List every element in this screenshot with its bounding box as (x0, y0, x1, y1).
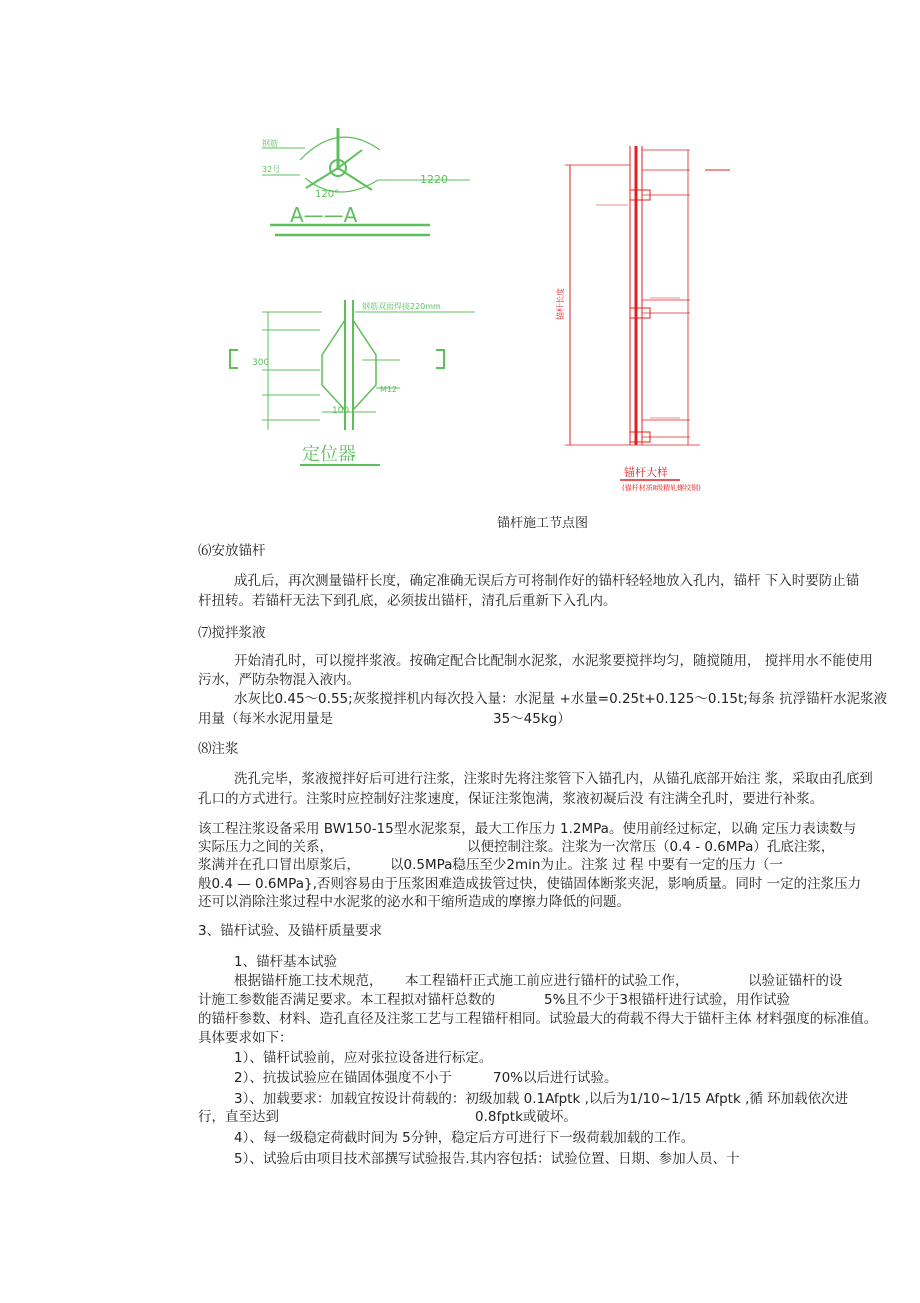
section-3-sub-1: 1、锚杆基本试验 (234, 954, 338, 970)
requirement-4: 4）、每一级稳定荷截时间为 5分钟，稳定后方可进行下一级荷载加载的工作。 (234, 1130, 695, 1146)
figure-area (0, 0, 920, 520)
bolt-label: M12 (380, 385, 398, 394)
section-3-para-1b: 本工程锚杆正式施工前应进行锚杆的试验工作， (405, 973, 689, 989)
requirement-3c: 0.8fptk或破坏。 (475, 1109, 577, 1125)
section-a-a-title: A——A (290, 203, 358, 227)
section-7-line-4b: 35～45kg） (493, 711, 571, 727)
section-3-heading: 3、锚杆试验、及锚杆质量要求 (198, 923, 383, 939)
anchor-detail-title: 锚杆大样 (624, 466, 668, 479)
anchor-detail-drawing (565, 146, 730, 480)
section-6-line-2: 杆扭转。若锚杆无法下到孔底，必须拔出锚杆，清孔后重新下入孔内。 (198, 593, 617, 609)
section-8-heading: ⑻注浆 (198, 741, 239, 757)
section-7-line-4a: 用量（每米水泥用量是 (198, 711, 333, 727)
diameter-label: 1220 (420, 173, 448, 186)
section-6-line-1: 成孔后，再次测量锚杆长度，确定准确无误后方可将制作好的锚杆轻轻地放入孔内，锚杆 下入时要防止锚 (234, 573, 860, 589)
requirement-2b: 70%以后进行试验。 (493, 1070, 618, 1086)
requirement-1: 1）、锚杆试验前，应对张拉设备进行标定。 (234, 1050, 493, 1066)
weld-note-label: 钢筋双面焊接220mm (362, 302, 441, 311)
angle-120-label: 120° (315, 189, 340, 200)
section-3-para-1c: 以验证锚杆的设 (748, 973, 843, 989)
dim-100-label: 100 (332, 406, 350, 416)
figure-caption: 锚杆施工节点图 (497, 516, 589, 531)
section-3-para-2b: 5%且不少于3根锚杆进行试验，用作试验 (544, 992, 791, 1008)
section-3-para-4: 具体要求如下： (198, 1030, 293, 1046)
section-7-line-3: 水灰比0.45～0.55;灰浆搅拌机内每次投入量：水泥量 +水量=0.25t+0.125～0.15t;每条 抗浮锚杆水泥浆液 (234, 691, 888, 707)
section-6-heading: ⑹安放锚杆 (198, 543, 266, 559)
section-8-line-1: 洗孔完毕，浆液搅拌好后可进行注浆，注浆时先将注浆管下入锚孔内，从锚孔底部开始注 浆，采取由孔底到 (234, 771, 873, 787)
equipment-line-1: 该工程注浆设备采用 BW150-15型水泥浆泵，最大工作压力 1.2MPa。使用前经过标定，以确 定压力表读数与 (198, 821, 857, 837)
positioner-drawing (230, 300, 475, 465)
rebar-label: 钢筋 (262, 139, 278, 148)
requirement-5: 5）、试验后由项目技术部撰写试验报告.其内容包括：试验位置、日期、参加人员、十 (234, 1151, 740, 1167)
equipment-line-2b: 以便控制注浆。注浆为一次常压（0.4 - 0.6MPa）孔底注浆， (467, 839, 835, 855)
equipment-line-5: 还可以消除注浆过程中水泥浆的泌水和干缩所造成的摩擦力降低的问题。 (198, 894, 630, 910)
section-3-para-1a: 根据锚杆施工技术规范， (234, 973, 383, 989)
requirement-3a: 3）、加载要求：加载宜按设计荷载的：初级加载 0.1Afptk ,以后为1/10~1/15 Afptk ,循 环加载依次进 (234, 1091, 849, 1107)
anchor-material-note: (锚杆材质Ⅱ级精轧螺纹钢) (622, 484, 701, 492)
section-7-line-2: 污水，严防杂物混入液内。 (198, 672, 360, 688)
requirement-2a: 2）、抗拔试验应在锚固体强度不小于 (234, 1070, 452, 1086)
equipment-line-3a: 浆满并在孔口冒出原浆后， (198, 857, 360, 873)
section-3-para-2a: 计施工参数能否满足要求。本工程拟对锚杆总数的 (198, 992, 495, 1008)
equipment-line-3b: 以0.5MPa稳压至少2min为止。注浆 过 程 中要有一定的压力（一 (390, 857, 783, 873)
section-3-para-3: 的锚杆参数、材料、造孔直径及注浆工艺与工程锚杆相同。试验最大的荷载不得大于锚杆主体 材料强度的标准值。 (198, 1011, 878, 1027)
rebar-size-label: 32号 (262, 165, 281, 174)
positioner-title: 定位器 (302, 444, 356, 465)
requirement-3b: 行，直至达到 (198, 1109, 279, 1125)
anchor-length-label: 锚杆长度 (556, 288, 565, 320)
section-7-heading: ⑺搅拌浆液 (198, 625, 266, 641)
anchor-node-drawings (0, 0, 920, 520)
equipment-line-4: 般0.4 — 0.6MPa},否则容易由于压浆困难造成拔管过快，使锚固体断浆夹泥，影响质量。同时 一定的注浆压力 (198, 876, 862, 892)
equipment-line-2a: 实际压力之间的关系， (198, 839, 333, 855)
section-7-line-1: 开始清孔时，可以搅拌浆液。按确定配合比配制水泥浆，水泥浆要搅拌均匀，随搅随用， 搅拌用水不能使用 (234, 653, 873, 669)
section-8-line-2: 孔口的方式进行。注浆时应控制好注浆速度，保证注浆饱满，浆液初凝后没 有注满全孔时，要进行补浆。 (198, 791, 824, 807)
dim-300-label: 300 (252, 358, 270, 368)
